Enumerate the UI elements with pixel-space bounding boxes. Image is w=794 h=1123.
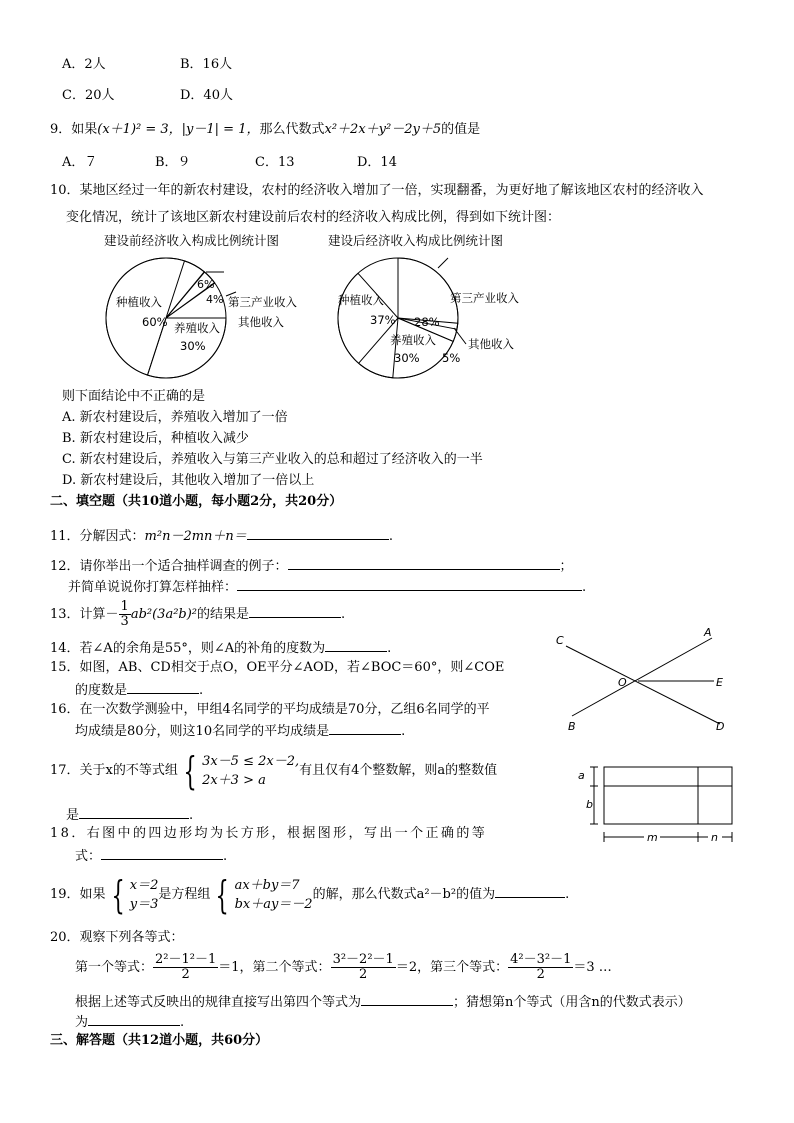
q10-option-c: C. 新农村建设后，养殖收入与第三产业收入的总和超过了经济收入的一半 — [62, 452, 483, 467]
pie-category-label-2-3: 其他收入 — [468, 337, 514, 351]
label-b: b — [586, 798, 593, 811]
pie-value-label-2-3: 5% — [442, 351, 461, 365]
section-3-heading: 三、解答题（共12道小题，共60分） — [50, 1033, 269, 1048]
pie-value-label-2-1: 30% — [394, 351, 420, 365]
q15-figure — [550, 624, 740, 736]
q12-line2: 并简单说说你打算怎样抽样： . — [68, 580, 587, 595]
label-n: n — [711, 831, 718, 844]
pie-value-label-2-2: 28% — [414, 315, 440, 329]
label-o: O — [618, 676, 627, 689]
q16-answer-blank[interactable] — [329, 722, 401, 735]
q15-line1: 15．如图，AB、CD相交于点O，OE平分∠AOD，若∠BOC＝60°，则∠COE — [50, 660, 505, 675]
q15-line2: 的度数是 . — [75, 683, 204, 698]
q8-option-c: C．20人 — [62, 88, 115, 103]
label-a: A — [704, 626, 712, 639]
q16-line1: 16．在一次数学测验中，甲组4名同学的平均成绩是70分，乙组6名同学的平 — [50, 702, 490, 717]
q9-option-a: A．７ — [62, 155, 98, 170]
label-b: B — [568, 720, 576, 733]
q18-answer-blank[interactable] — [101, 847, 223, 860]
q10-option-d: D. 新农村建设后，其他收入增加了一倍以上 — [62, 473, 315, 488]
pie-value-label-1-1: 30% — [180, 339, 206, 353]
q14: 14．若∠A的余角是55°，则∠A的补角的度数为 . — [50, 641, 392, 656]
label-d: D — [716, 720, 725, 733]
pie-value-label-1-3: 4% — [206, 293, 224, 306]
pie-category-label-1-1: 养殖收入 — [174, 321, 220, 335]
q10-question: 则下面结论中不正确的是 — [62, 389, 206, 404]
label-m: m — [647, 831, 658, 844]
q20-fourth-blank[interactable] — [361, 993, 453, 1006]
pie-category-label-2-1: 养殖收入 — [390, 333, 436, 347]
q18-line1: 18．右图中的四边形均为长方形，根据图形，写出一个正确的等 — [50, 826, 488, 841]
q12-example-blank[interactable] — [288, 557, 560, 570]
q9-option-b: B．９ — [155, 155, 191, 170]
q18-line2: 式： . — [75, 849, 228, 864]
q20-general-blank[interactable] — [88, 1013, 180, 1026]
pie-category-label-1-3: 其他收入 — [238, 315, 284, 329]
q14-answer-blank[interactable] — [325, 639, 387, 652]
q8-option-d: D．40人 — [180, 88, 233, 103]
label-a: a — [578, 769, 585, 782]
q10-option-a: A. 新农村建设后，养殖收入增加了一倍 — [62, 410, 288, 425]
q20-line4: 为 . — [75, 1015, 185, 1030]
q20-line1: 20．观察下列各等式： — [50, 930, 184, 945]
q19-answer-blank[interactable] — [495, 885, 565, 898]
q9-option-d: D．14 — [357, 155, 397, 170]
pie-value-label-1-2: 6% — [197, 278, 215, 291]
pie-category-label-1-2: 第三产业收入 — [228, 295, 297, 309]
q17: 17．关于x的不等式组 { 3x－5 ≤ 2x－2, 2x＋3 > a 有且仅有4个整数解，则a的整数值 — [50, 748, 498, 793]
q11-answer-blank[interactable] — [247, 527, 389, 540]
pie-title-2: 建设后经济收入构成比例统计图 — [328, 233, 504, 248]
q20-equations: 第一个等式： $\frac{\text{2²－1²－1}}{2}$ ＝1，第二个等式： $\frac{\text{3²－2²－1}}{2}$ ＝2，第三个等式： $\frac{\text{4²－3²－1}}{2}$ ＝3 … — [75, 952, 612, 982]
q9-stem: 9．如果(x＋1)² = 3，|y－1| = 1，那么代数式x²＋2x＋y²－2y＋5的值是 — [50, 122, 481, 137]
label-e: E — [716, 676, 723, 689]
q18-figure — [572, 760, 772, 850]
q10-line2: 变化情况，统计了该地区新农村建设前后农村的经济收入构成比例，得到如下统计图： — [66, 210, 561, 225]
q10-line1: 10．某地区经过一年的新农村建设，农村的经济收入增加了一倍，实现翻番，为更好地了解该地区农村的经济收入 — [50, 183, 704, 198]
pie-category-label-1-0: 种植收入 — [116, 295, 162, 309]
pie-value-label-2-0: 37% — [370, 313, 396, 327]
q9-option-c: C．13 — [255, 155, 295, 170]
pie-category-label-2-2: 第三产业收入 — [450, 291, 519, 305]
line-cd — [566, 646, 720, 724]
q10-option-b: B. 新农村建设后，种植收入减少 — [62, 431, 249, 446]
q8-option-b: B．16人 — [180, 57, 233, 72]
q12-line1: 12．请你举出一个适合抽样调查的例子： ； — [50, 559, 573, 574]
q20-line3: 根据上述等式反映出的规律直接写出第四个等式为 ；猜想第n个等式（用含n的代数式表示） — [75, 995, 691, 1010]
line-ab — [572, 638, 712, 716]
pie-charts — [0, 228, 794, 388]
section-2-heading: 二、填空题（共10道小题，每小题2分，共20分） — [50, 494, 343, 509]
outer-rectangle — [604, 767, 732, 824]
q8-option-a: A．2人 — [62, 57, 106, 72]
q17-line2: 是 . — [66, 808, 194, 823]
pie-title-1: 建设前经济收入构成比例统计图 — [104, 233, 280, 248]
pie-value-label-1-0: 60% — [142, 315, 168, 329]
q17-answer-blank[interactable] — [79, 806, 189, 819]
q15-answer-blank[interactable] — [127, 681, 199, 694]
q11: 11．分解因式：m²n－2mn＋n＝ . — [50, 529, 393, 544]
label-c: C — [556, 634, 564, 647]
q19: 19．如果 { x＝2 y＝3 是方程组 { ax＋by＝7 bx＋ay＝－2 的解，那么代数式a²－b²的值为 . — [50, 872, 570, 917]
q13: 13．计算－ $\frac{1}{3}$ ab²(3a²b)²的结果是 . — [50, 599, 346, 629]
q16-line2: 均成绩是80分，则这10名同学的平均成绩是 . — [75, 724, 406, 739]
q13-answer-blank[interactable] — [249, 605, 341, 618]
q12-method-blank[interactable] — [237, 578, 582, 591]
pie-category-label-2-0: 种植收入 — [338, 293, 384, 307]
